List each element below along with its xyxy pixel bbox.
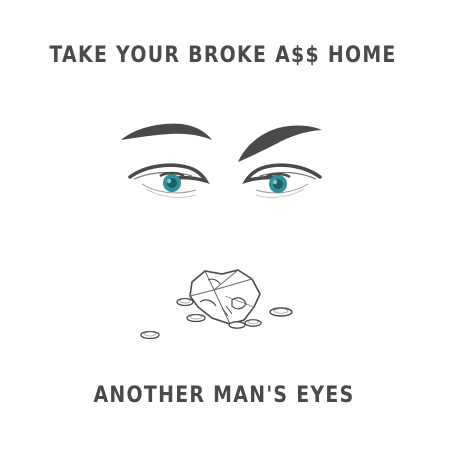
coin-icon-6 — [141, 332, 159, 339]
coin-icon-3 — [229, 322, 245, 328]
left-eyebrow-icon — [121, 124, 212, 140]
coin-icon-4 — [245, 320, 261, 326]
coin-icon-5 — [270, 308, 292, 316]
coin-icon-2 — [187, 315, 205, 322]
right-eye-icon — [246, 165, 320, 197]
left-eye-icon — [130, 165, 206, 197]
cover-title-top: TAKE YOUR BROKE A$$ HOME — [49, 43, 397, 68]
coin-icon-1 — [177, 299, 193, 306]
right-eyebrow-icon — [238, 126, 322, 162]
cover-title-bottom: ANOTHER MAN'S EYES — [93, 383, 355, 408]
